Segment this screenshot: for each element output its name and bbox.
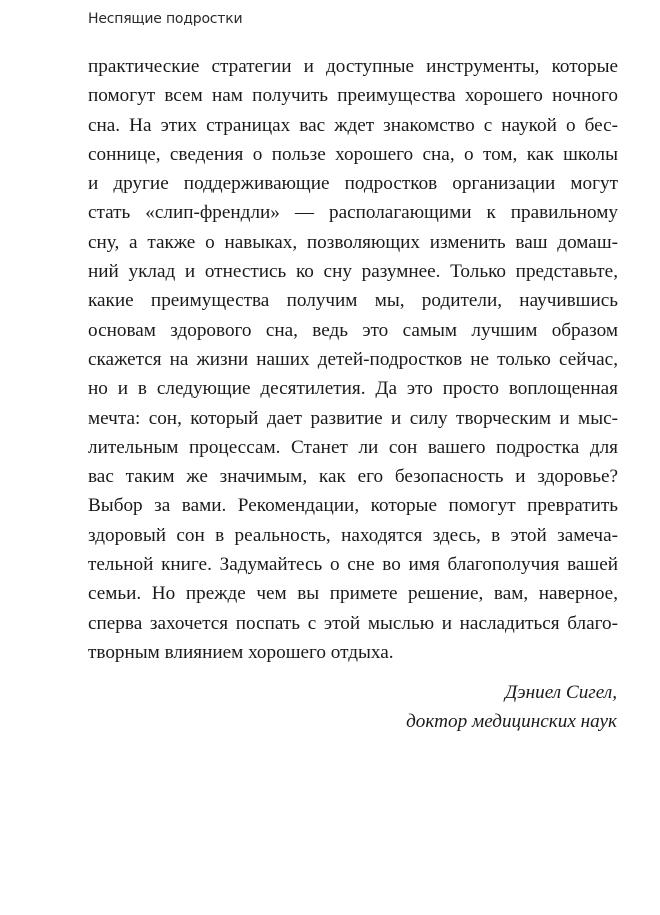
text-line: ний уклад и отнестись ко сну разумнее. Только представьте, (88, 261, 618, 283)
signature-block (406, 678, 617, 737)
text-line: вас таким же значимым, как его безопасность и здоровье? (88, 466, 618, 488)
text-line: Выбор за вами. Рекомендации, которые помогут превратить (88, 495, 618, 517)
signature-title: доктор медицинских наук (406, 711, 617, 733)
text-line: скажется на жизни наших детей-подростков не только сейчас, (88, 348, 618, 370)
signature-name: Дэниел Сигел, (504, 682, 617, 703)
text-line: но и в следующие десятилетия. Да это просто воплощенная (88, 378, 618, 400)
text-line: сперва захочется поспать с этой мыслью и насладиться благо- (88, 612, 618, 634)
text-line: сна. На этих страницах вас ждет знакомство с наукой о бес- (88, 114, 618, 136)
running-header (88, 11, 242, 27)
text-line: практические стратегии и доступные инструменты, которые (88, 56, 618, 77)
text-line: какие преимущества получим мы, родители, научившись (88, 290, 618, 312)
text-line: основам здорового сна, ведь это самым лучшим образом (88, 319, 618, 341)
body-paragraph (88, 52, 618, 667)
text-line: творным влиянием хорошего отдыха. (88, 641, 394, 663)
running-header-title: Неспящие подростки (88, 11, 243, 27)
text-line: семьи. Но прежде чем вы примете решение, вам, наверное, (88, 583, 618, 605)
text-line: здоровый сон в реальность, находятся здесь, в этой замеча- (88, 524, 618, 546)
text-line: мечта: сон, который дает развитие и силу творческим и мыс- (88, 407, 618, 429)
text-line: помогут всем нам получить преимущества хорошего ночного (88, 85, 618, 107)
text-line: и другие поддерживающие подростков организации могут (88, 173, 618, 195)
text-line: соннице, сведения о пользе хорошего сна, о том, как школы (88, 143, 618, 165)
text-line: тельной книге. Задумайтесь о сне во имя благополучия вашей (88, 554, 618, 576)
text-line: стать «слип-френдли» — располагающими к правильному (88, 202, 618, 224)
text-line: сну, а также о навыках, позволяющих изменить ваш домаш- (88, 231, 618, 253)
text-line: лительным процессам. Станет ли сон вашего подростка для (88, 436, 618, 458)
